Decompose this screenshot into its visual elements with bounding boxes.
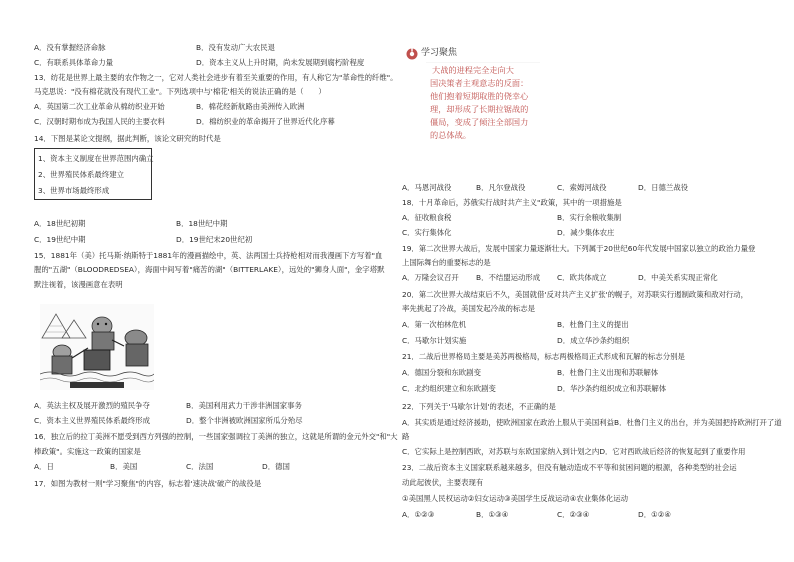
- q15-stem-line2: 腥的"五湖"（BLOODREDSEA），海面中间写着"痛苦的湖"（BITTERLAKE），远处的"狮身人面"，金字塔默: [34, 265, 385, 274]
- q16-stem-line1: 16．独立后的拉丁美洲不愿受到西方列强的控制，一些国家强调拉丁美洲的独立，这就是所谓的金元外交"和"大: [34, 432, 398, 441]
- q15-option-c: C．资本主义世界殖民体系最终形成: [34, 416, 151, 425]
- q16-option-b: B．美国: [110, 462, 138, 471]
- q19-stem-line2: 上国际舞台的重要标志的是: [402, 258, 491, 267]
- q18-stem: 18．十月革命后，苏俄实行战时共产主义"政策，其中的一项措施是: [402, 198, 622, 207]
- q21-option-c: C．北约组织建立和东欧剧变: [402, 384, 496, 393]
- q16-option-d: D．德国: [262, 462, 290, 471]
- q18-option-c: C．实行集体化: [402, 228, 452, 237]
- q17-option-d: D．日德兰战役: [638, 183, 689, 192]
- q14-option-c: C．19世纪中期: [34, 235, 86, 244]
- q16-option-c: C．法国: [186, 462, 214, 471]
- q15-option-a: A．英法主权及展开激烈的殖民争夺: [34, 401, 150, 410]
- q13-stem-line1: 13．纺花是世界上最主要的农作物之一，它对人类社会进步有着至关重要的作用，有人称它为"革命性的纤维"。: [34, 73, 398, 82]
- q12-option-b: B．没有发动广大农民退: [196, 43, 275, 52]
- q14-option-d: D．19世纪末20世纪初: [176, 235, 253, 244]
- q21-option-a: A．德国分裂和东欧剧变: [402, 368, 481, 377]
- focus-quote-line4: 理，却形成了长期拉锯战的: [430, 104, 529, 114]
- q21-stem: 21．二战后世界格局主要是美苏两极格局，标志两极格局正式形成和瓦解的标志分别是: [402, 352, 685, 361]
- outline-item-1: 1、资本主义制度在世界范围内确立: [38, 154, 154, 163]
- q22-option-ab: A．其实质是通过经济援助，使欧洲国家在政治上服从于美国利益B．杜鲁门主义的出台，并为美国把持欧洲打开了道: [402, 418, 782, 427]
- q20-option-d: D．成立华沙条约组织: [557, 336, 630, 345]
- q14-stem: 14．下图是某论文提纲，据此判断，该论文研究的时代是: [34, 134, 221, 143]
- q19-option-d: D．中美关系实现正常化: [638, 273, 718, 282]
- q13-stem-line2: 马克思说："没有棉花就没有现代工业"。下列选项中与'棉花'相关的说法正确的是（ ）: [34, 87, 326, 96]
- q19-option-c: C．欧共体成立: [557, 273, 607, 282]
- q13-option-d: D．棉纺织业的革命揭开了世界近代化序幕: [196, 117, 335, 126]
- q17-option-c: C．索姆河战役: [557, 183, 607, 192]
- q15-option-d: D．整个非洲被欧洲国家所瓜分殆尽: [186, 416, 303, 425]
- q21-option-b: B．杜鲁门主义出现和苏联解体: [557, 368, 659, 377]
- focus-quote-line3: 他们抱着短期取胜的侥幸心: [430, 91, 529, 101]
- q19-option-b: B．不结盟运动形成: [476, 273, 541, 282]
- thesis-outline-box: [34, 148, 152, 200]
- q12-option-c: C．有联系具体革命力量: [34, 58, 114, 67]
- q13-option-a: A．英国第二次工业革命从棉纺织业开始: [34, 102, 165, 111]
- q20-stem-line1: 20．第二次世界大战结束后不久，美国就借'反对共产主义扩张'的幌子，对苏联实行遏制政策和敌对行动，: [402, 290, 749, 299]
- q19-option-a: A．万隆会议召开: [402, 273, 459, 282]
- q12-option-a: A．没有掌握经济命脉: [34, 43, 106, 52]
- q20-option-a: A．第一次柏林危机: [402, 320, 467, 329]
- q23-items: ①美国黑人民权运动②妇女运动③美国学生反战运动④农业集体化运动: [402, 494, 629, 503]
- q16-option-a: A．日: [34, 462, 54, 471]
- q23-option-d: D．①②④: [638, 510, 671, 519]
- q13-option-c: C．汉朝时期布成为我国人民的主要衣料: [34, 117, 165, 126]
- q22-option-b-cont: 路: [402, 432, 410, 441]
- q22-stem: 22．下列关于'马歇尔计划'的表述，不正确的是: [402, 402, 556, 411]
- outline-item-2: 2、世界殖民体系最终建立: [38, 170, 125, 179]
- q20-option-c: C．马歇尔计划实施: [402, 336, 467, 345]
- q20-option-b: B．杜鲁门主义的提出: [557, 320, 629, 329]
- q23-option-a: A．①②③: [402, 510, 435, 519]
- study-focus-title: 学习聚焦: [421, 48, 458, 58]
- q17-option-a: A．马恩河战役: [402, 183, 452, 192]
- q15-option-b: B．美国利用武力干涉非洲国家事务: [186, 401, 302, 410]
- q16-stem-line2: 棒政策"。实施这一政策的国家是: [34, 447, 141, 456]
- q14-option-a: A．18世纪初期: [34, 219, 86, 228]
- q23-stem-line1: 23．二战后资本主义国家联系越来越多，但没有触动造成不平等和贫困问题的根源，各种类型的社会运: [402, 463, 737, 472]
- political-cartoon-image: [40, 304, 154, 390]
- q18-option-b: B．实行余粮收集制: [557, 213, 622, 222]
- q13-option-b: B．棉花经新航路由美洲传入欧洲: [196, 102, 305, 111]
- q20-stem-line2: 率先挑起了冷战，美国发起冷战的标志是: [402, 304, 536, 313]
- q23-option-b: B．①③④: [476, 510, 509, 519]
- q19-stem-line1: 19．第二次世界大战后，发展中国家力量逐渐壮大。下列属于20世纪60年代发展中国家以独立的政治力量登: [402, 244, 756, 253]
- q14-option-b: B．18世纪中期: [176, 219, 228, 228]
- q18-option-d: D．减少集体农庄: [557, 228, 615, 237]
- q15-stem-line3: 默注视着，该漫画意在表明: [34, 280, 123, 289]
- q18-option-a: A．征收粮食税: [402, 213, 452, 222]
- q17-stem: 17．如图为教材一则"学习聚焦"的内容，标志着'速决战'破产的战役是: [34, 479, 262, 488]
- q23-stem-line2: 动此起彼伏，主要表现有: [402, 478, 484, 487]
- focus-quote-line1: 大战的进程完全走向大: [432, 65, 514, 75]
- q23-option-c: C．②③④: [557, 510, 590, 519]
- q21-option-d: D．华沙条约组织成立和苏联解体: [557, 384, 667, 393]
- study-focus-icon: [406, 48, 418, 60]
- focus-quote-line5: 僵局，变成了倾注全部国力: [430, 117, 529, 127]
- q22-option-cd: C．它实际上是控制西欧，对苏联与东欧国家纳入到计划之内D．它对西欧战后经济的恢复起到了重要作用: [402, 447, 746, 456]
- focus-quote-line6: 的总体战。: [430, 130, 471, 140]
- q15-stem-line1: 15．1881年（美）托马斯·纳斯特于1881年的漫画描绘中，英、法两国士兵持枪相对而我漫画下方写着"血: [34, 251, 383, 260]
- outline-item-3: 3、世界市场最终形成: [38, 186, 110, 195]
- q12-option-d: D．资本主义从上升时期，尚未发展期到腐朽阶程度: [196, 58, 365, 67]
- q17-option-b: B．凡尔登战役: [476, 183, 526, 192]
- focus-quote-line2: 国决策者主观意志的反面：: [430, 78, 529, 88]
